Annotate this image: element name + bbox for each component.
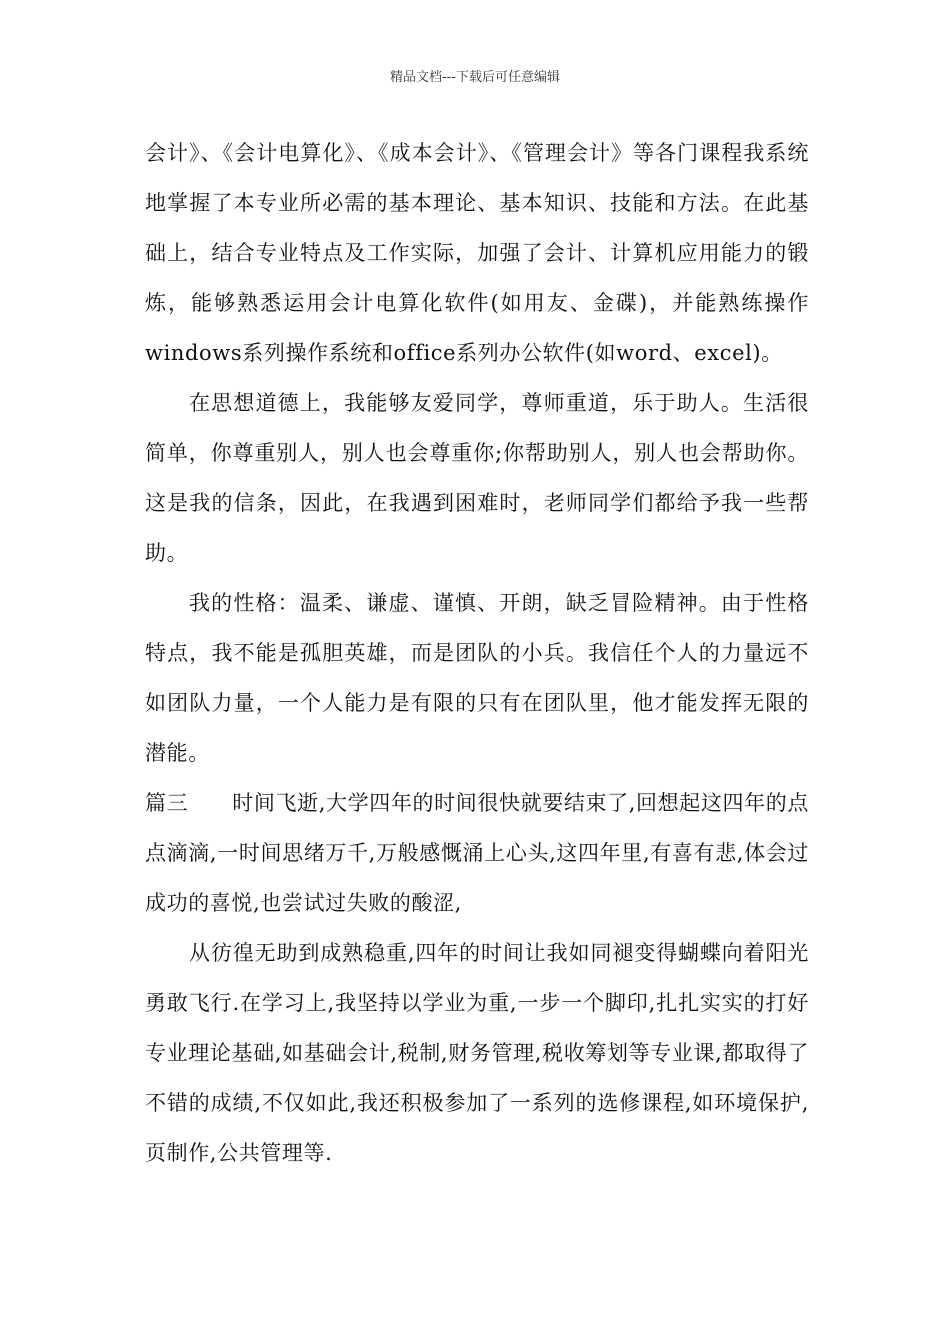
paragraph-4 xyxy=(145,778,809,928)
paragraph-1: 会计》、《会计电算化》、《成本会计》、《管理会计》等各门课程我系统地掌握了本专业所必需的基本理论、基本知识、技能和方法。在此基础上，结合专业特点及工作实际，加强了会计、计算机应用能力的锻炼，能够熟悉运用会计电算化软件(如用友、金碟)，并能熟练操作windows系列操作系统和office系列办公软件(如word、excel)。 xyxy=(145,141,809,365)
document-body xyxy=(145,128,809,1178)
paragraph-2: 在思想道德上，我能够友爱同学，尊师重道，乐于助人。生活很简单，你尊重别人，别人也会尊重你;你帮助别人，别人也会帮助你。这是我的信条，因此，在我遇到困难时，老师同学们都给予我一些帮助。 xyxy=(145,391,809,565)
paragraph-3: 我的性格：温柔、谦虚、谨慎、开朗，缺乏冒险精神。由于性格特点，我不能是孤胆英雄，而是团队的小兵。我信任个人的力量远不如团队力量，一个人能力是有限的只有在团队里，他才能发挥无限的潜能。 xyxy=(145,591,809,765)
paragraph-5: 从彷徨无助到成熟稳重,四年的时间让我如同褪变得蝴蝶向着阳光勇敢飞行.在学习上,我坚持以学业为重,一步一个脚印,扎扎实实的打好专业理论基础,如基础会计,税制,财务管理,税收筹划等专业课,都取得了不错的成绩,不仅如此,我还积极参加了一系列的选修课程,如环境保护,页制作,公共管理等. xyxy=(145,941,809,1165)
section-label: 篇三 xyxy=(145,791,189,815)
paragraph-4-text: 时间飞逝,大学四年的时间很快就要结束了,回想起这四年的点点滴滴,一时间思绪万千,万般感慨涌上心头,这四年里,有喜有悲,体会过成功的喜悦,也尝试过失败的酸涩, xyxy=(145,791,809,915)
page-header: 精品文档---下载后可任意编辑 xyxy=(389,70,561,85)
